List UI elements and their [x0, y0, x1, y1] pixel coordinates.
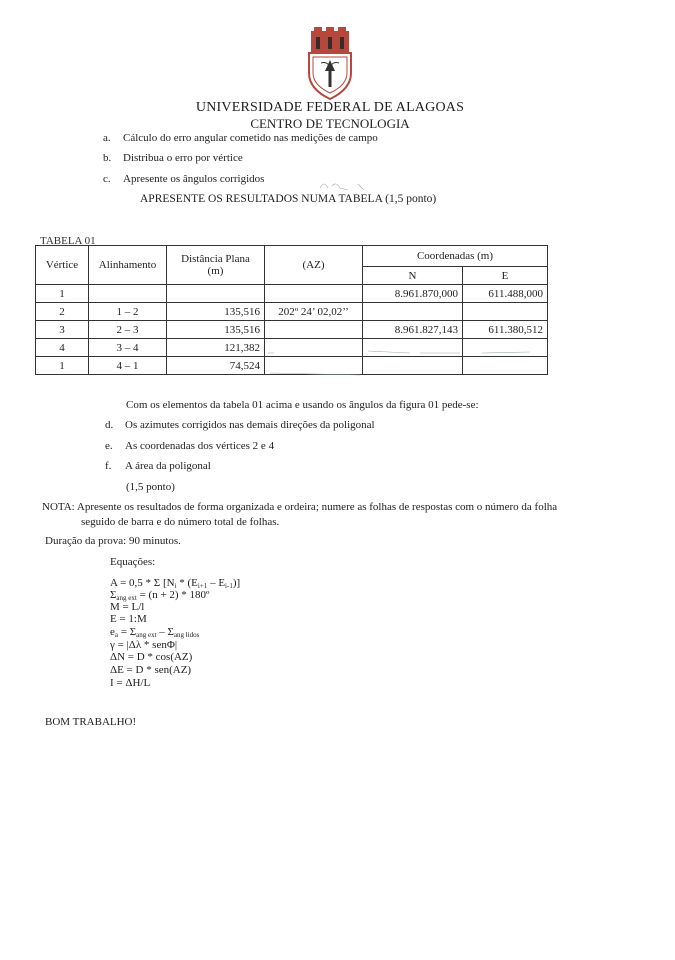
cell-vertice: 2 [36, 303, 89, 321]
header-coordenadas: Coordenadas (m) [363, 246, 548, 267]
cell-az [265, 285, 363, 303]
task-label: c. [103, 173, 111, 185]
nota-line1: NOTA: Apresente os resultados de forma organizada e ordeira; numere as folhas de respostas com o número da folha [42, 501, 558, 513]
cell-vertice: 4 [36, 339, 89, 357]
equation-sum-angles: $\Sigma_{ang ext} = (n + 2)$ * 180º [110, 589, 210, 602]
cell-alinhamento: 3 – 4 [89, 339, 167, 357]
table-label: TABELA 01 [40, 235, 96, 247]
cell-alinhamento: 2 – 3 [89, 321, 167, 339]
cell-vertice: 3 [36, 321, 89, 339]
university-name: UNIVERSIDADE FEDERAL DE ALAGOAS [195, 100, 465, 115]
task-b [103, 152, 243, 164]
task-text: Distribua o erro por vértice [123, 152, 243, 164]
table-row [36, 321, 548, 339]
equation-delta-e: ΔE = D * sen(AZ) [110, 664, 192, 676]
task-e [105, 440, 274, 452]
cell-e: 611.488,000 [463, 285, 548, 303]
equations-title: Equações: [110, 556, 156, 568]
task-label: b. [103, 152, 112, 164]
header-n: N [363, 267, 463, 285]
instruction: APRESENTE OS RESULTADOS NUMA TABELA (1,5 ponto) [140, 193, 437, 205]
cell-n: 8.961.827,143 [363, 321, 463, 339]
cell-distancia: 74,524 [167, 357, 265, 375]
header-alinhamento: Alinhamento [89, 246, 167, 285]
equation-delta-n: ΔN = D * cos(AZ) [110, 651, 193, 663]
intro-text: Com os elementos da tabela 01 acima e usando os ângulos da figura 01 pede-se: [126, 399, 479, 411]
task-text: Os azimutes corrigidos nas demais direções da poligonal [125, 419, 375, 431]
task-c [103, 173, 264, 185]
header-distancia [167, 246, 265, 285]
task-d [105, 419, 375, 431]
cell-alinhamento: 1 – 2 [89, 303, 167, 321]
task-label: f. [105, 460, 112, 472]
pencil-scribble [318, 178, 378, 194]
header-az: (AZ) [265, 246, 363, 285]
cell-e [463, 303, 548, 321]
equation-e: E = 1:M [110, 613, 147, 625]
nota-line2: seguido de barra e do número total de folhas. [81, 516, 280, 528]
task-text: Apresente os ângulos corrigidos [123, 173, 265, 185]
cell-alinhamento: 4 – 1 [89, 357, 167, 375]
cell-az [265, 321, 363, 339]
task-label: a. [103, 132, 111, 144]
scan-marks [260, 345, 550, 379]
cell-distancia: 121,382 [167, 339, 265, 357]
table-row [36, 285, 548, 303]
header-vertice: Vértice [36, 246, 89, 285]
closing-text: BOM TRABALHO! [45, 716, 137, 728]
equation-area: A = 0,5 * Σ $[N_i * (E_{i+1} - E_{i-1})]$ [110, 577, 241, 590]
task-f [105, 460, 211, 472]
task-a [103, 132, 378, 144]
header-e: E [463, 267, 548, 285]
cell-alinhamento [89, 285, 167, 303]
cell-distancia [167, 285, 265, 303]
duracao-text: Duração da prova: 90 minutos. [45, 535, 181, 547]
university-seal-logo [305, 27, 355, 103]
table-row [36, 303, 548, 321]
header-distancia-line1: Distância Plana [181, 253, 250, 265]
equation-i: I = ΔH/L [110, 677, 151, 689]
cell-n [363, 303, 463, 321]
task-label: d. [105, 419, 114, 431]
cell-vertice: 1 [36, 285, 89, 303]
task-text: A área da poligonal [125, 460, 211, 472]
cell-distancia: 135,516 [167, 321, 265, 339]
cell-e: 611.380,512 [463, 321, 548, 339]
points-text: (1,5 ponto) [126, 481, 175, 493]
cell-az: 202º 24’ 02,02’’ [265, 303, 363, 321]
equation-gamma: γ = |Δλ * senΦ| [110, 639, 178, 651]
cell-distancia: 135,516 [167, 303, 265, 321]
cell-vertice: 1 [36, 357, 89, 375]
equation-ea: $e_a = \Sigma_{ang ext} - \Sigma_{ang lidos}$ [110, 626, 200, 639]
task-text: As coordenadas dos vértices 2 e 4 [125, 440, 275, 452]
header-distancia-line2: (m) [207, 265, 224, 277]
equation-m: M = L/l [110, 601, 145, 613]
nota [42, 500, 642, 530]
task-text: Cálculo do erro angular cometido nas medições de campo [123, 132, 378, 144]
cell-n: 8.961.870,000 [363, 285, 463, 303]
task-label: e. [105, 440, 113, 452]
center-name: CENTRO DE TECNOLOGIA [250, 116, 410, 131]
